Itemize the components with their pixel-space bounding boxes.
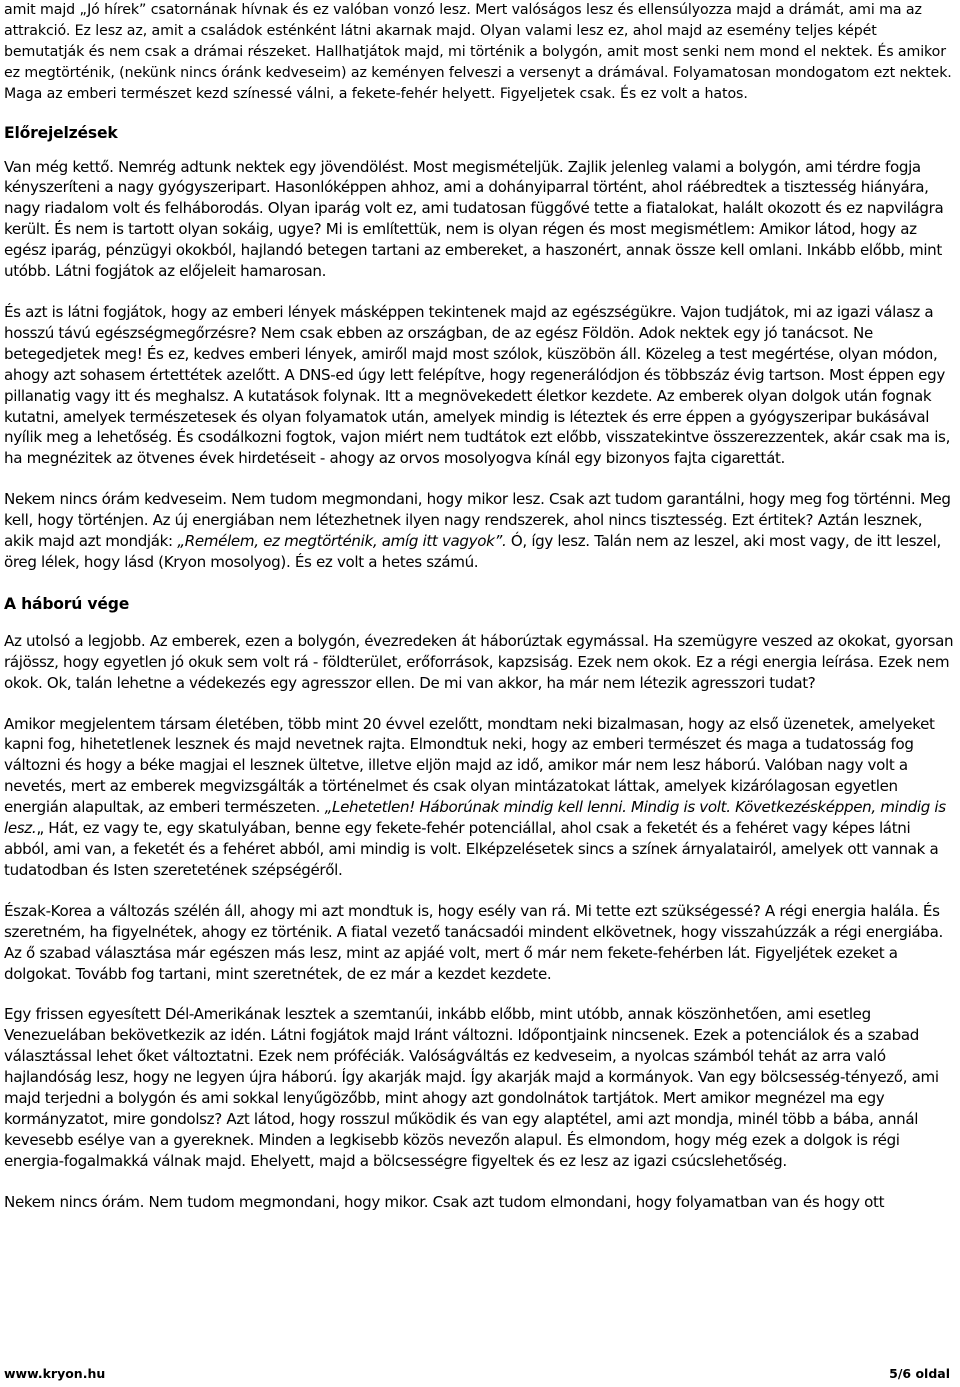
paragraph: Észak-Korea a változás szélén áll, ahogy mi azt mondtuk is, hogy esély van rá. Mi tette ezt szükségessé? A régi energia halála. És szeretném, ha figyelnétek, ahogy ez történik. A fiatal vezető tanácsadói mindent elkövetnek, hogy visszahúzzák a régi energiába. Az ő szabad választása már egészen más lesz, mint az apjáé volt, mert ő már nem fekete-fehérben lát. Figyeljétek ezeket a dolgokat. Tovább fog tartani, mint szeretnétek, de ez már a kezdet kezdete. bbox=[4, 901, 943, 983]
page-footer bbox=[4, 1366, 950, 1384]
paragraph: És azt is látni fogjátok, hogy az emberi lények másképpen tekintenek majd az egészségükre. Vajon tudjátok, mi az igazi válasz a hosszú távú egészségmegőrzésre? Nem csak ebben az országban, de az egész Földön. Adok nektek egy jó tanácsot. Ne betegedjetek meg! És ez, kedves emberi lények, amiről majd most szólok, küszöbön áll. Közeleg a test megértése, olyan módon, ahogy azt sohasem értettétek azelőtt. A DNS-ed úgy lett felépítve, hogy regenerálódjon és többszáz évig tartson. Most éppen egy pillanatig vagy itt és meghalsz. A kutatások folynak. Itt a megnövekedett életkor kezdete. Az emberek olyan dolgok után fognak kutatni, amelyek természetesek és olyan folyamatok után, amelyek mindig is léteztek és erre éppen a gyógyszeripar bukásával nyílik meg a lehetőség. És csodálkozni fogtok, vajon miért nem tudtátok ezt előbb, visszatekintve összerezzentek, akár csak ma is, ha megnézitek az ötvenes évek hirdetéseit - ahogy az orvos mosolyogva kínál egy bizonyos fajta cigarettát. bbox=[4, 302, 951, 468]
document-page bbox=[4, 0, 954, 1213]
paragraph bbox=[4, 489, 954, 573]
intro-paragraph: amit majd „Jó hírek” csatornának hívnak és ez valóban vonzó lesz. Mert valóságos lesz és ellensúlyozza majd a drámát, ami ma az attrakció. Ez lesz az, amit a családok esténként látni akarnak majd. Olyan valami lesz ez, ahol majd az esemény teljes képét bemutatják és nem csak a drámai részeket. Hallhatjátok majd, mi történik a bolygón, amit most senki nem mond el nektek. És amikor ez megtörténik, (nekünk nincs óránk kedveseim) az keményen felveszi a versenyt a drámával. Folyamatosan mondogatom ezt nektek. Maga az emberi természet kezd színessé válni, a fekete-fehér helyett. Figyeljetek csak. És ez volt a hatos. bbox=[4, 2, 952, 102]
section-heading-predictions: Előrejelzések bbox=[4, 123, 118, 142]
section-heading-end-of-war: A háború vége bbox=[4, 594, 130, 613]
paragraph: Az utolsó a legjobb. Az emberek, ezen a bolygón, évezredeken át háborúztak egymással. Ha szemügyre veszed az okokat, gyorsan rájössz, hogy egyetlen jó okuk sem volt rá - földterület, erőforrások, kapzsiság. Ezek nem okok. Ez a régi energia leírása. Ezek nem okok. Ok, talán lehetne a védekezés egy agresszor ellen. De mi van akkor, ha már nem létezik agresszori tudat? bbox=[4, 631, 954, 692]
paragraph-text: Ó, így lesz. Talán nem az leszel, aki most vagy, de itt leszel, öreg lélek, hogy lásd (Kryon mosolyog). És ez volt a hetes számú. bbox=[4, 532, 941, 571]
paragraph-text: „ Hát, ez vagy te, egy skatulyában, benne egy fekete-fehér potenciállal, ahol csak a feketét és a fehéret vagy képes látni abból, ami van, a feketét és a fehéret abból, ami mindig is volt. Elképzelésetek sincs a színek árnyalatairól, amelyek ott vannak a tudatodban és Isten szeretetének szépségéről. bbox=[4, 819, 939, 879]
quote-italic: „Lehetetlen! Háborúnak mindig kell lenni. Mindig is volt. Következésképpen, mindig is lesz. bbox=[4, 798, 946, 838]
paragraph-text: Amikor megjelentem társam életében, több mint 20 évvel ezelőtt, mondtam neki bizalmasan, hogy az első üzenetek, amelyeket kapni fog, hihetetlenek lesznek és majd nevetnek rajta. Elmondtuk neki, hogy az emberi természet és maga a tudatosság fog változni és hogy a béke magjai el lesznek ültetve, illetve eljön majd az idő, amikor már nem lesz háború. Valóban nagy volt a nevetés, mert az emberek megvizsgálták a történelmet és csak olyan mintázatokat láttak, amelyek kizárólagosan egyetlen energián alapultak, az emberi természeten. bbox=[4, 714, 935, 817]
paragraph bbox=[4, 714, 954, 881]
paragraph: Van még kettő. Nemrég adtunk nektek egy jövendölést. Most megismételjük. Zajlik jelenleg valami a bolygón, ami térdre fogja kényszeríteni a nagy gyógyszeripart. Hasonlóképpen ahhoz, ami a dohányiparral történt, ahol ráébredtek a tisztesség hiányára, nagy riadalom volt és felháborodás. Olyan iparág volt ez, ami tudatosan függővé tette a fiatalokat, halált okozott és ez napvilágra került. És nem is tartott olyan sokáig, ugye? Mi is említettük, nem is olyan régen és most megismétlem: Amikor látod, hogy az egész iparág, pénzügyi okokból, hajlandó betegen tartani az embereket, a haszonért, annak össze kell omlani. Inkább előbb, mint utóbb. Látni fogjátok az előjeleit hamarosan. bbox=[4, 157, 944, 281]
paragraph: Egy frissen egyesített Dél-Amerikának lesztek a szemtanúi, inkább előbb, mint utóbb, annak köszönhetően, ami esetleg Venezuelában bekövetkezik az idén. Látni fogjátok majd Iránt változni. Időpontjaink nincsenek. Ezek a potenciálok és a szabad választással lehet őket változtatni. Ezek nem próféciák. Valóságváltás ez kedveseim, a nyolcas számból tehát az arra való hajlandóság lesz, hogy ne legyen újra háború. Így akarják majd. Így akarják majd a kormányok. Van egy bölcsesség-tényező, ami majd terjedni a bolygón és ami sokkal lenyűgözőbb, mint ahogy azt gondolnátok tartjátok. Mert amikor megnézel ma egy kormányzatot, mire gondolsz? Azt látod, hogy rosszul működik és van egy alaptétel, ami azt mondja, minél több a bába, annál kevesebb esélye van a gyereknek. Minden a legkisebb közös nevezőn alapul. És elmondom, hogy még ezek a dolgok is régi energia-fogalmakká válnak majd. Ehelyett, majd a bölcsességre figyeltek és ez lesz az igazi csúcslehetőség. bbox=[4, 1005, 939, 1170]
footer-website-link[interactable]: www.kryon.hu bbox=[4, 1366, 106, 1381]
quote-italic: „Remélem, ez megtörténik, amíg itt vagyok”. bbox=[177, 532, 507, 551]
paragraph-text: Nekem nincs órám kedveseim. Nem tudom megmondani, hogy mikor lesz. Csak azt tudom garantálni, hogy meg fog történni. Meg kell, hogy történjen. Az új energiában nem létezhetnek ilyen nagy rendszerek, ahol nincs tisztesség. Ezt értitek? Aztán lesznek, akik majd azt mondják: bbox=[4, 490, 951, 551]
footer-page-number: 5/6 oldal bbox=[889, 1366, 950, 1381]
paragraph: Nekem nincs órám. Nem tudom megmondani, hogy mikor. Csak azt tudom elmondani, hogy folyamatban van és hogy ott bbox=[4, 1192, 885, 1211]
